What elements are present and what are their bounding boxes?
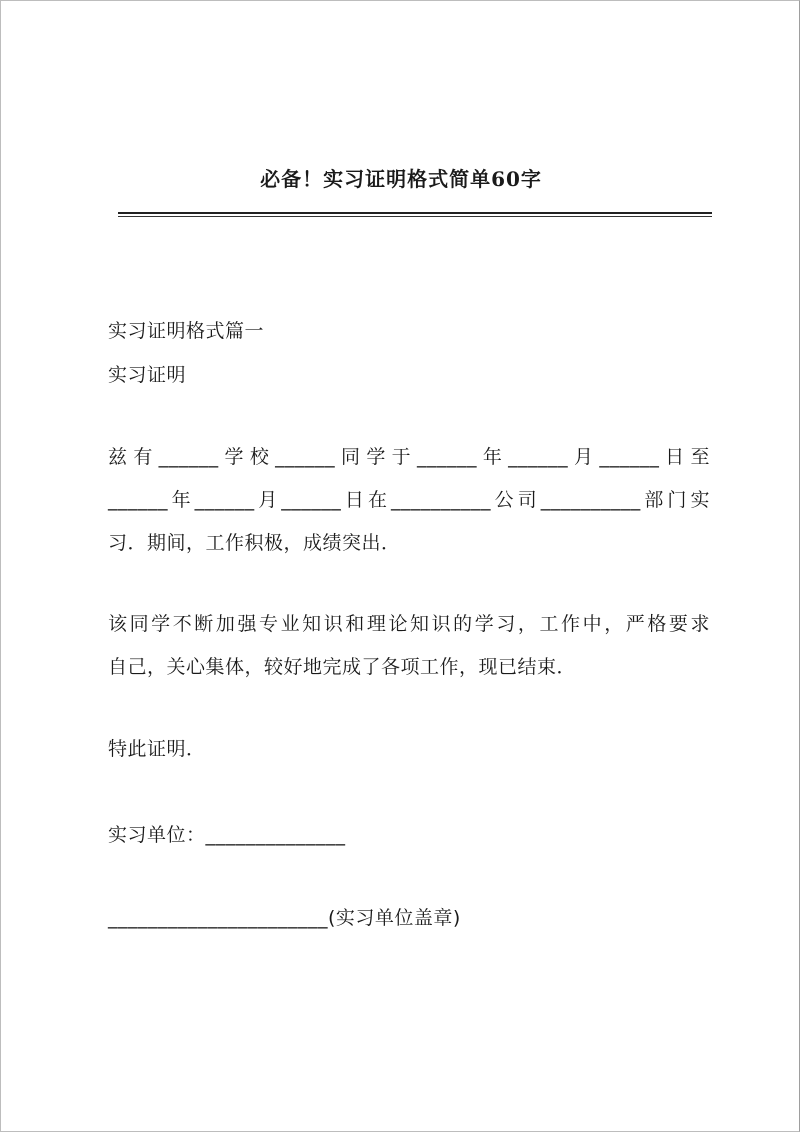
document-title: 必备！实习证明格式简单60字 — [260, 167, 542, 191]
body-line-5: 自己，关心集体，较好地完成了各项工作，现已结束． — [108, 656, 577, 678]
certify-line: 特此证明． — [108, 738, 206, 760]
body-line-4: 该同学不断加强专业知识和理论知识的学习，工作中，严格要求 — [108, 613, 710, 635]
title-rule-thick — [118, 212, 712, 214]
seal-line: ______________________(实习单位盖章) — [108, 907, 461, 929]
body-line-2: ______年______月______日在__________公司__________部门实 — [108, 489, 710, 511]
body-line-1: 兹有______学校______同学于______年______月______日至 — [108, 446, 710, 468]
unit-line: 实习单位：______________ — [108, 824, 346, 846]
section-heading: 实习证明格式篇一 — [108, 320, 265, 342]
certificate-heading: 实习证明 — [108, 364, 187, 386]
title-rule-thin — [118, 216, 712, 217]
body-line-3: 习．期间，工作积极，成绩突出． — [108, 532, 401, 554]
